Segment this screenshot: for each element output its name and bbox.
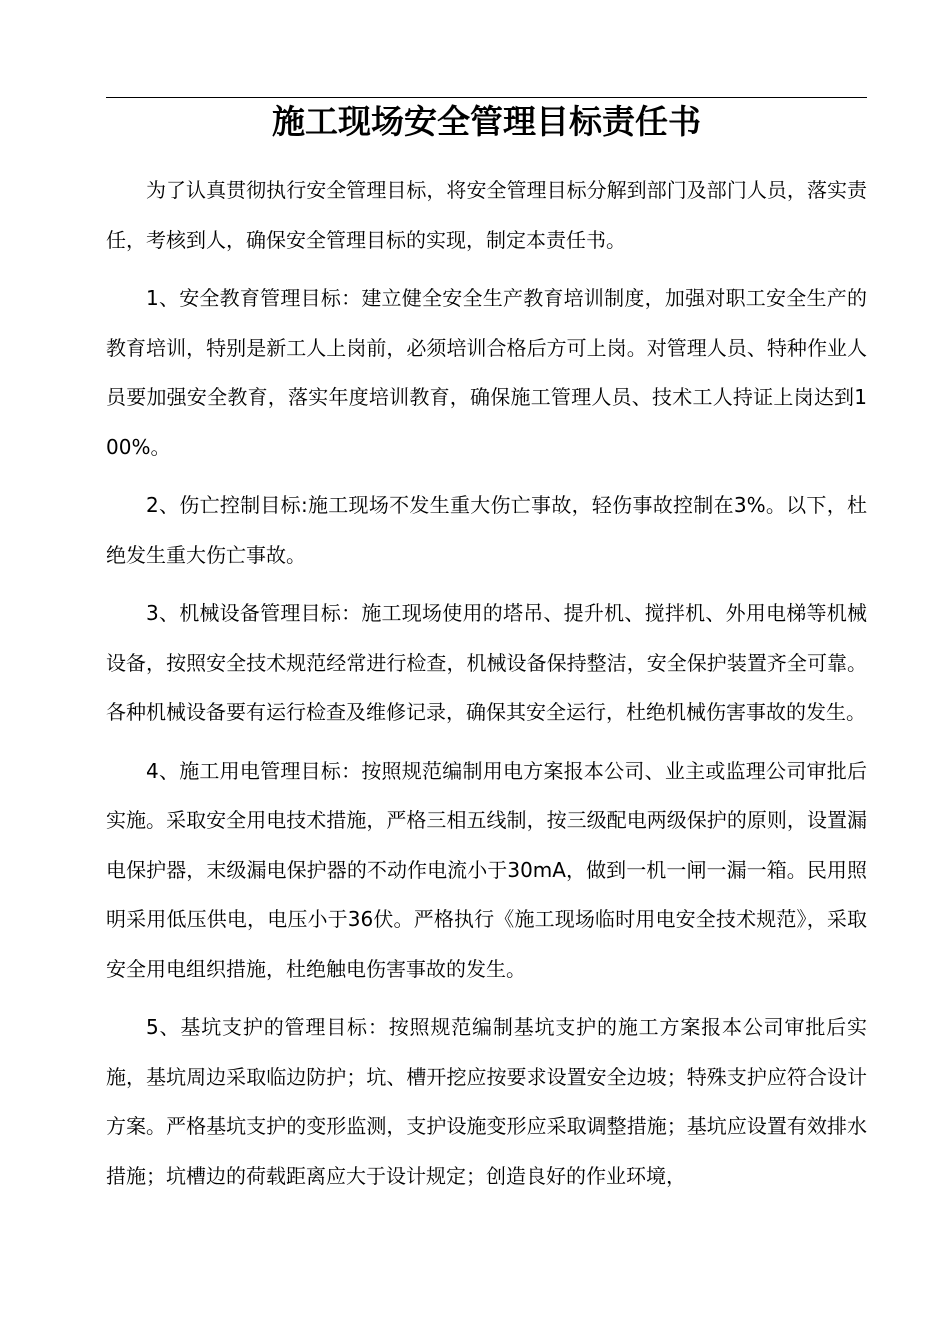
machinery-management-paragraph: 3、机械设备管理目标：施工现场使用的塔吊、提升机、搅拌机、外用电梯等机械设备，按照安全技术规范经常进行检查，机械设备保持整洁，安全保护装置齐全可靠。各种机械设备要有运行检查及维修记录，确保其安全运行，杜绝机械伤害事故的发生。 xyxy=(106,601,867,724)
document-body xyxy=(106,166,867,1210)
safety-education-paragraph: 1、安全教育管理目标：建立健全安全生产教育培训制度，加强对职工安全生产的教育培训，特别是新工人上岗前，必须培训合格后方可上岗。对管理人员、特种作业人员要加强安全教育，落实年度培训教育，确保施工管理人员、技术工人持证上岗达到100%。 xyxy=(106,286,867,459)
foundation-pit-paragraph: 5、基坑支护的管理目标：按照规范编制基坑支护的施工方案报本公司审批后实施，基坑周边采取临边防护；坑、槽开挖应按要求设置安全边坡；特殊支护应符合设计方案。严格基坑支护的变形监测，支护设施变形应采取调整措施；基坑应设置有效排水措施；坑槽边的荷载距离应大于设计规定；创造良好的作业环境， xyxy=(106,1015,867,1188)
casualty-control-paragraph: 2、伤亡控制目标:施工现场不发生重大伤亡事故，轻伤事故控制在3%。以下，杜绝发生重大伤亡事故。 xyxy=(106,493,867,567)
document-title: 施工现场安全管理目标责任书 xyxy=(272,102,701,141)
electricity-management-paragraph: 4、施工用电管理目标：按照规范编制用电方案报本公司、业主或监理公司审批后实施。采取安全用电技术措施，严格三相五线制，按三级配电两级保护的原则，设置漏电保护器，末级漏电保护器的不动作电流小于30mA，做到一机一闸一漏一箱。民用照明采用低压供电，电压小于36伏。严格执行《施工现场临时用电安全技术规范》，采取安全用电组织措施，杜绝触电伤害事故的发生。 xyxy=(106,758,867,981)
header-rule xyxy=(106,97,867,98)
intro-paragraph: 为了认真贯彻执行安全管理目标，将安全管理目标分解到部门及部门人员，落实责任，考核到人，确保安全管理目标的实现，制定本责任书。 xyxy=(106,178,867,252)
